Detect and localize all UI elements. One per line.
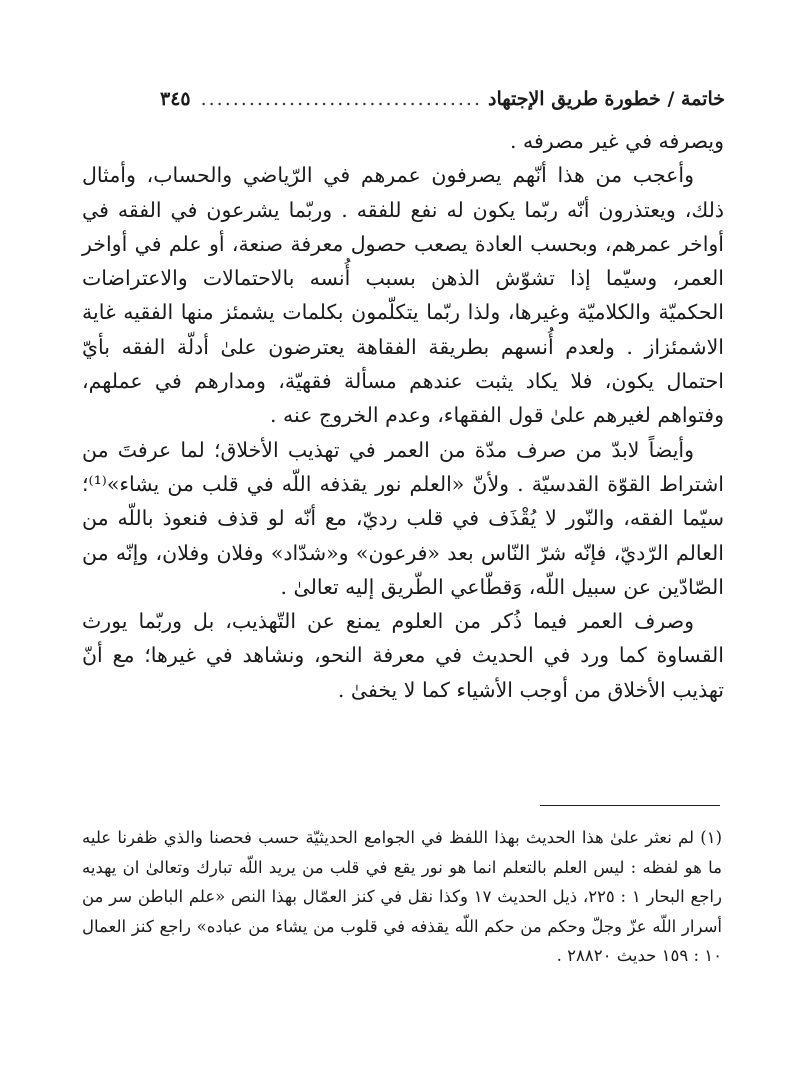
main-text xyxy=(82,124,724,707)
footnote-1: (١) لم نعثر علىٰ هذا الحديث بهذا اللفظ في الجوامع الحديثيّة حسب فحصنا والذي ظفرنا عليه ما هو لفظه : ليس العلم بالتعلم انما هو نور يقع في قلب من يريد اللّه تبارك وتعالىٰ ان يهديه راجع البحار ١ : ٢٢٥، ذيل الحديث ١٧ وكذا نقل في كنز العمّال بهذا النص «علم الباطن سر من أسرار اللّه عزّ وجلّ وحكم من حكم اللّه يقذفه في قلوب من يشاء من عباده» راجع كنز العمال ١٠ : ١٥٩ حديث ٢٨٨٢٠ . xyxy=(82,828,722,965)
paragraph-2: وأعجب من هذا أنّهم يصرفون عمرهم في الرّياضي والحساب، وأمثال ذلك، ويعتذرون أنّه ربّما يكون له نفع للفقه . وربّما يشرعون في الفقه في أواخر عمرهم، وبحسب العادة يصعب حصول معرفة صنعة، أو علم في أواخر العمر، وسيّما إذا تشوّش الذهن بسبب أُنسه بالاحتمالات والاعتراضات الحكميّة والكلاميّة وغيرها، ولذا ربّما يتكلّمون بكلمات يشمئز منها الفقيه غاية الاشمئزاز . ولعدم أُنسهم بطريقة الفقاهة يعترضون علىٰ أدلّة الفقه بأيّ احتمال يكون، فلا يكاد يثبت عندهم مسألة فقهيّة، ومدارهم في عملهم، وفتواهم لغيرهم علىٰ قول الفقهاء، وعدم الخروج عنه . xyxy=(82,163,724,428)
paragraph-1: ويصرفه في غير مصرفه . xyxy=(509,129,724,153)
page-number: ٣٤٥ xyxy=(160,88,191,110)
running-header xyxy=(160,84,725,114)
footnote-separator xyxy=(540,805,720,806)
paragraph-4: وصرف العمر فيما ذُكر من العلوم يمنع عن التّهذيب، بل وربّما يورث القساوة كما ورد في الحديث في معرفة النحو، ونشاهد في غيرها؛ مع أنّ تهذيب الأخلاق من أوجب الأشياء كما لا يخفىٰ . xyxy=(82,609,724,702)
running-title: خاتمة / خطورة طريق الإجتهاد xyxy=(487,88,725,110)
leader-dots: ................................... xyxy=(200,88,482,110)
footnotes xyxy=(82,823,722,971)
paragraph-3: وأيضاً لابدّ من صرف مدّة من العمر في تهذيب الأخلاق؛ لما عرفتَ من اشتراط القوّة القدسيّة . ولأنّ «العلم نور يقذفه اللّه في قلب من يشاء»⁽¹⁾؛ سيّما الفقه، والنّور لا يُقْذَف في قلب رديّ، مع أنّه لو قذف فنعوذ باللّه من العالم الرّديّ، فإنّه شرّ النّاس بعد «فرعون» و«شدّاد» وفلان وفلان، وإنّه من الصّادّين عن سبيل اللّه، وَقطّاعي الطّريق إليه تعالىٰ . xyxy=(82,437,724,599)
